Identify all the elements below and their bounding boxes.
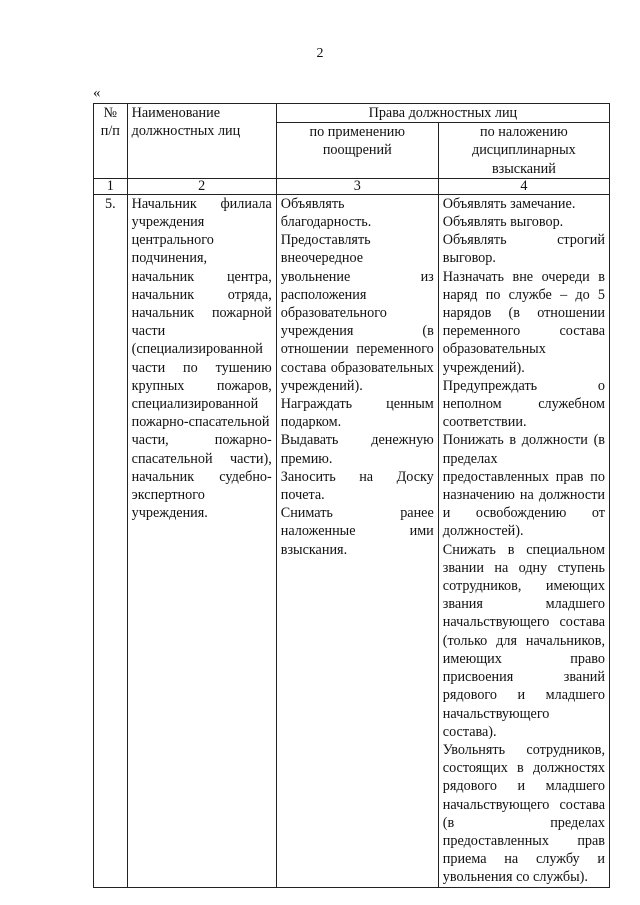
- header-penalties: по наложению дисциплинарных взысканий: [438, 123, 609, 179]
- column-number: 4: [438, 178, 609, 194]
- incentive-item: Снимать ранее наложенные ими взыскания.: [280, 505, 434, 558]
- table-header-row: [94, 104, 610, 123]
- page-number: 2: [316, 46, 324, 61]
- penalty-item: Объявлять строгий выговор.: [442, 232, 605, 267]
- incentive-item: Заносить на Доску почета.: [280, 468, 434, 504]
- penalty-item: Увольнять сотрудников, состоящих в должностях рядового и младшего начальствующего состава (в пределах предоставленных прав приема на службу и увольнения со службы).: [442, 741, 605, 886]
- column-number-row: [94, 178, 610, 194]
- header-rights: Права должностных лиц: [276, 104, 609, 123]
- incentive-item: Выдавать денежную премию.: [280, 432, 434, 467]
- column-number: 1: [94, 178, 128, 194]
- opening-quote-mark: «: [93, 85, 101, 101]
- penalty-item: Понижать в должности (в пределах предоставленных прав по назначению на должности и освобождению от должностей).: [442, 432, 605, 540]
- column-number: 3: [276, 178, 438, 194]
- incentive-item: Предоставлять внеочередное увольнение из расположения образовательного учреждения (в отношении переменного состава образовательных учреждений).: [280, 232, 434, 394]
- row-number: 5.: [94, 194, 128, 887]
- header-number: № п/п: [94, 104, 128, 179]
- penalty-item: Назначать вне очереди в наряд по службе – до 5 нарядов (в отношении переменного состава образовательных учреждений).: [442, 268, 605, 376]
- position-name-cell: Начальник филиала учреждения центрального подчинения, начальник центра, начальник отряда, начальник пожарной части (специализированной части по тушению крупных пожаров, специализированной пожарно-спасательной части, пожарно-спасательной части), начальник судебно-экспертного учреждения.: [127, 194, 276, 887]
- header-position-name: Наименование должностных лиц: [127, 104, 276, 179]
- rights-table: [93, 103, 610, 888]
- penalty-item: Объявлять выговор.: [442, 214, 564, 231]
- penalty-item: Снижать в специальном звании на одну ступень сотрудников, имеющих звания младшего начальствующего состава (только для начальников, имеющих право присвоения званий рядового и младшего начальствующего состава).: [442, 541, 605, 740]
- incentive-item: Объявлять благодарность.: [280, 195, 372, 231]
- incentives-cell: [276, 194, 438, 887]
- incentive-item: Награждать ценным подарком.: [280, 396, 434, 431]
- penalty-item: Объявлять замечание.: [442, 195, 576, 212]
- table-row: [94, 194, 610, 887]
- header-incentives: по применению поощрений: [276, 123, 438, 179]
- penalty-item: Предупреждать о неполном служебном соответствии.: [442, 377, 605, 431]
- penalties-cell: [438, 194, 609, 887]
- column-number: 2: [127, 178, 276, 194]
